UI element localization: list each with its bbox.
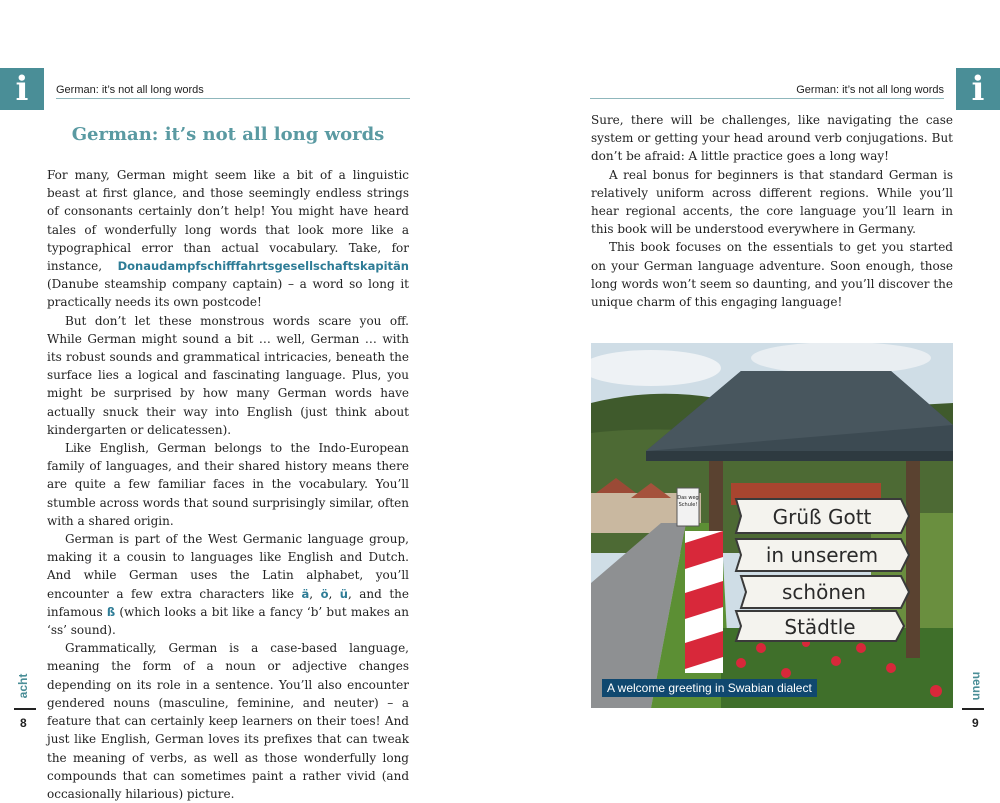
highlighted-term: ß <box>106 604 116 619</box>
paragraph-text: (Danube steamship company captain) – a word so long it practically needs its own postcode! <box>47 277 409 310</box>
side-word <box>970 666 984 706</box>
photo-caption: A welcome greeting in Swabian dialect <box>602 679 817 697</box>
paragraph <box>591 166 953 239</box>
paragraph-text: A real bonus for beginners is that standard German is relatively uniform across different regions. While you’ll hear regional accents, the core language you’ll learn in this book will be understood everywhere in Germany. <box>591 167 953 237</box>
photo-illustration <box>591 343 953 708</box>
highlighted-term: ä <box>301 586 310 601</box>
body-text <box>591 111 953 311</box>
page-number: 8 <box>20 716 27 730</box>
small-sign-line: Das weg <box>677 495 699 501</box>
highlighted-term: ü <box>339 586 348 601</box>
highlighted-term: ö <box>320 586 329 601</box>
paragraph <box>47 530 409 639</box>
paragraph-text: Like English, German belongs to the Indo-European family of languages, and their shared history means there are quite a few familiar faces in the vocabulary. You’ll stumble across words that sound surprisingly similar, often with a shared origin. <box>47 441 409 528</box>
left-page <box>0 0 500 800</box>
footer-rule <box>962 708 984 710</box>
small-sign-line: Schule! <box>678 502 698 508</box>
page-number: 9 <box>972 716 979 730</box>
side-word <box>16 666 30 706</box>
info-icon: i <box>956 68 1000 110</box>
paragraph-text: , <box>328 586 340 601</box>
paragraph-text: German is part of the West Germanic language group, making it a cousin to languages like English and Dutch. And while German uses the Latin alphabet, you’ll encounter a few extra characters like <box>47 532 409 601</box>
sign-line: Städtle <box>784 615 856 639</box>
side-word-label: acht <box>16 673 30 699</box>
paragraph <box>47 639 409 803</box>
running-header: German: it’s not all long words <box>590 84 944 99</box>
sign-line: schönen <box>782 580 866 604</box>
footer-rule <box>14 708 36 710</box>
paragraph-text: , and the infamous <box>47 586 409 619</box>
paragraph <box>47 166 409 312</box>
photo-welcome-sign <box>591 343 953 708</box>
paragraph-text: For many, German might seem like a bit of a linguistic beast at first glance, and those seemingly endless strings of consonants certainly don’t help! You might have heard tales of wonderfully long words that look more like a typographical error than actual vocabulary. Take, for instance, <box>47 168 409 274</box>
paragraph <box>47 312 409 439</box>
sign-line: in unserem <box>765 543 879 567</box>
paragraph-text: Sure, there will be challenges, like navigating the case system or getting your head around verb conjugations. But don’t be afraid: A little practice goes a long way! <box>591 113 953 164</box>
paragraph-text: , <box>309 586 321 601</box>
sign-line: Grüß Gott <box>772 505 872 529</box>
paragraph-text: But don’t let these monstrous words scare you off. While German might sound a bit … well, German … with its robust sounds and grammatical intricacies, beneath the surface lies a logical and fascinating language. Plus, you might be surprised by how many German words have actually snuck their way into English (just think about kindergarten or delicatessen). <box>47 313 409 437</box>
highlighted-term: Donaudampfschifffahrtsgesellschaftskapitän <box>117 259 409 274</box>
side-word-label: neun <box>970 671 984 701</box>
running-header: German: it’s not all long words <box>56 84 410 99</box>
chapter-title: German: it’s not all long words <box>71 124 385 145</box>
paragraph-text: Grammatically, German is a case-based language, meaning the form of a noun or adjective changes depending on its role in a sentence. You’ll also encounter gendered nouns (masculine, feminine, and neuter) – a feature that can certainly keep learners on their toes! And just like English, German loves its prefixes that can tweak the meaning of verbs, as well as those wonderfully long compounds that can sometimes paint a rather vivid (and occasionally hilarious) picture. <box>47 641 409 801</box>
paragraph <box>47 439 409 530</box>
body-text <box>47 166 409 803</box>
paragraph-text: This book focuses on the essentials to get you started on your German language adventure. Soon enough, those long words won’t seem so daunting, and you’ll discover the unique charm of this engaging language! <box>591 240 953 310</box>
paragraph-text: (which looks a bit like a fancy ‘b’ but makes an ‘ss’ sound). <box>47 604 409 638</box>
paragraph <box>591 111 953 166</box>
paragraph <box>591 238 953 311</box>
info-icon: i <box>0 68 44 110</box>
right-page <box>500 0 1000 800</box>
